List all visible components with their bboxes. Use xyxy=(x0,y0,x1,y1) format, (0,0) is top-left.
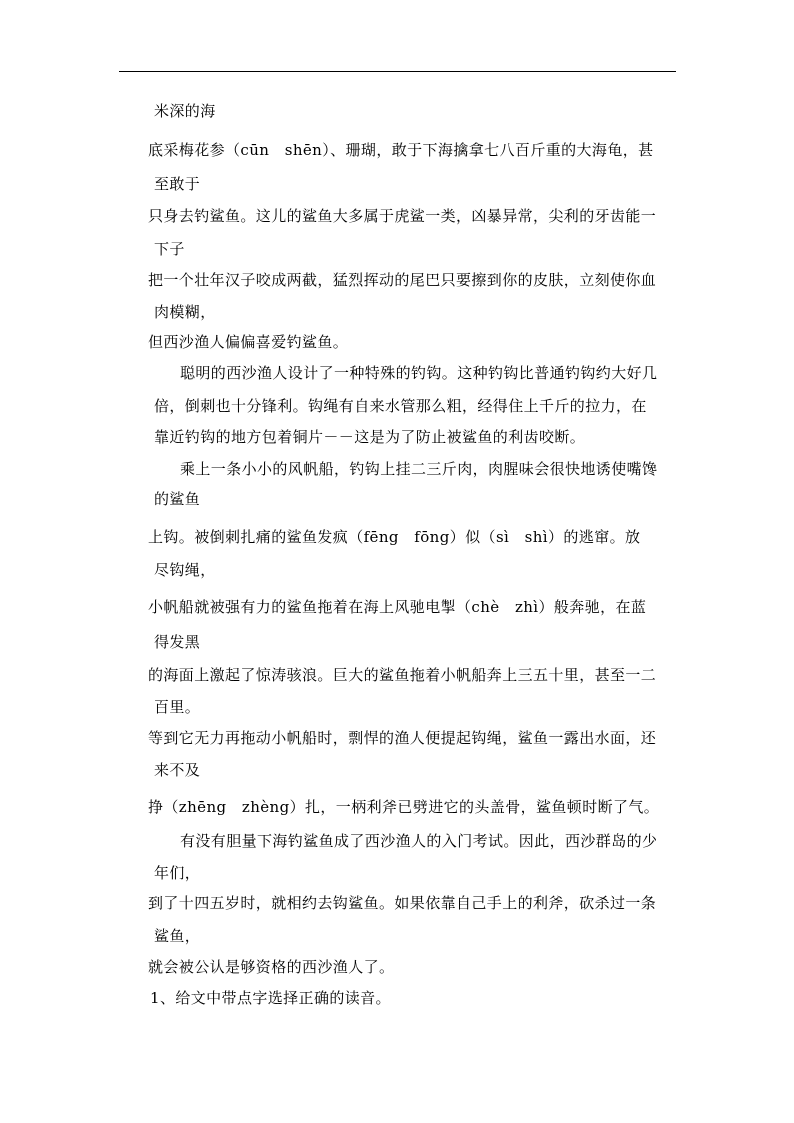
paragraph-start-line: 有没有胆量下海钓鲨鱼成了西沙渔人的入门考试。因此，西沙群岛的少 xyxy=(180,832,658,850)
text-line: 挣（zhēng zhèng）扎，一柄利斧已劈进它的头盖骨，鲨鱼顿时断了气。 xyxy=(148,798,660,816)
text-line: 的鲨鱼 xyxy=(154,490,201,508)
text-line: 底采梅花参（cūn shēn）、珊瑚，敢于下海擒拿七八百斤重的大海龟，甚 xyxy=(148,141,654,159)
text-line: 至敢于 xyxy=(154,175,201,193)
text-line: 得发黑 xyxy=(154,633,201,651)
text-line: 等到它无力再拖动小帆船时，剽悍的渔人便提起钩绳，鲨鱼一露出水面，还 xyxy=(148,729,657,747)
text-line: 肉模糊， xyxy=(154,303,216,321)
text-line: 到了十四五岁时，就相约去钩鲨鱼。如果依靠自己手上的利斧，砍杀过一条 xyxy=(148,894,657,912)
question-line: 1、给文中带点字选择正确的读音。 xyxy=(150,989,391,1007)
text-line: 上钩。被倒刺扎痛的鲨鱼发疯（fēng fōng）似（sì shì）的逃窜。放 xyxy=(148,528,641,546)
text-line: 尽钩绳， xyxy=(154,561,216,579)
text-line: 靠近钓钩的地方包着铜片－－这是为了防止被鲨鱼的利齿咬断。 xyxy=(154,428,586,446)
text-line: 但西沙渔人偏偏喜爱钓鲨鱼。 xyxy=(148,333,349,351)
text-line: 的海面上激起了惊涛骇浪。巨大的鲨鱼拖着小帆船奔上三五十里，甚至一二 xyxy=(148,666,657,684)
text-line: 米深的海 xyxy=(154,102,216,120)
text-line: 小帆船就被强有力的鲨鱼拖着在海上风驰电掣（chè zhì）般奔驰，在蓝 xyxy=(148,598,647,616)
text-line: 年们， xyxy=(154,864,201,882)
text-line: 下子 xyxy=(154,240,185,258)
text-line: 倍，倒刺也十分锋利。钩绳有自来水管那么粗，经得住上千斤的拉力，在 xyxy=(154,397,647,415)
text-line: 来不及 xyxy=(154,761,201,779)
text-line: 百里。 xyxy=(154,698,201,716)
paragraph-start-line: 聪明的西沙渔人设计了一种特殊的钓钩。这种钓钩比普通钓钩约大好几 xyxy=(180,364,658,382)
text-line: 鲨鱼， xyxy=(154,927,201,945)
text-line: 把一个壮年汉子咬成两截，猛烈挥动的尾巴只要擦到你的皮肤，立刻使你血 xyxy=(148,271,657,289)
paragraph-start-line: 乘上一条小小的风帆船，钓钩上挂二三斤肉，肉腥味会很快地诱使嘴馋 xyxy=(180,460,658,478)
text-line: 就会被公认是够资格的西沙渔人了。 xyxy=(148,958,395,976)
text-line: 只身去钓鲨鱼。这儿的鲨鱼大多属于虎鲨一类，凶暴异常，尖利的牙齿能一 xyxy=(148,207,657,225)
